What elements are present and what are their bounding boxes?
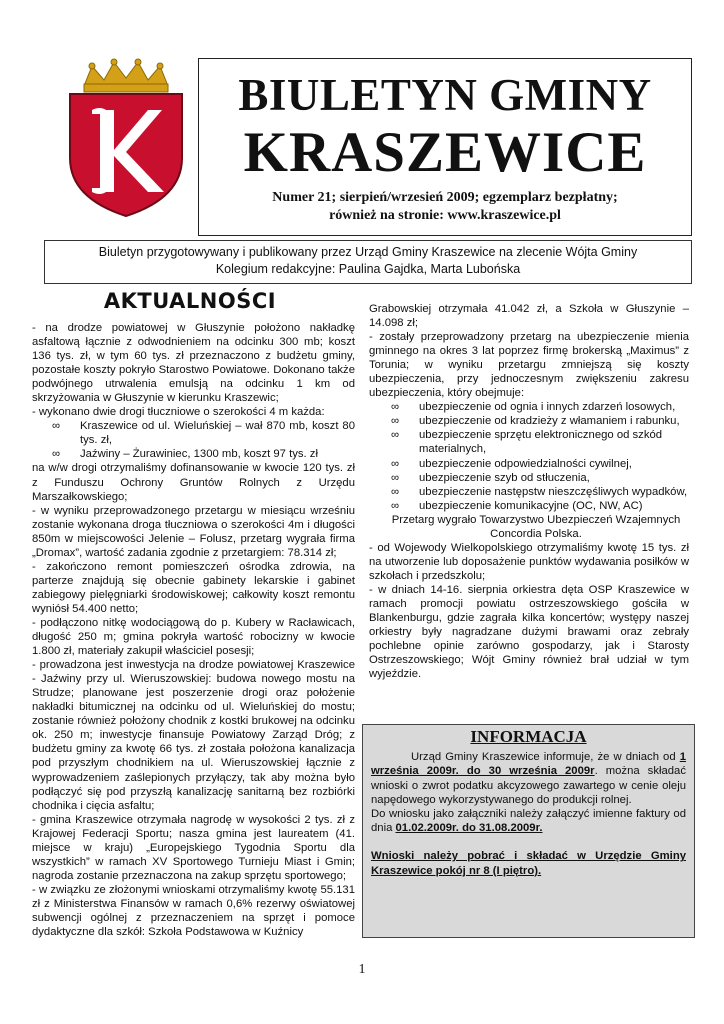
deadline-dates: 1 września 2009r. do 30 września 2009r [371,751,686,778]
list-item: ∞ ubezpieczenie komunikacyjne (OC, NW, AC) [391,499,643,512]
info-note: Wnioski należy pobrać i składać w Urzędzie Gminy Kraszewice pokój nr 8 (I piętro). [371,850,686,877]
bullet-icon: ∞ [391,401,400,414]
news-item: - zostały przeprowadzony przetarg na ubezpieczenie mienia gminnego na okres 3 lat poprzez firmę brokerską „Maximus” z Torunia; w wyniku przetargu zmniejszą się koszty ubezpieczenia, przy jednoczesnym zwiększeniu zakresu ubezpieczenia, który obejmuje: [369,331,689,400]
news-item: na w/w drogi otrzymaliśmy dofinansowanie w kwocie 120 tys. zł z Funduszu Ochrony Gruntów Rolnych z Urzędu Marszałkowskiego; [32,462,355,503]
news-item: Grabowskiej otrzymała 41.042 zł, a Szkoła w Głuszynie – 14.098 zł; [369,303,689,330]
masthead-title-line2: KRASZEWICE [243,121,647,184]
list-item: ∞ Kraszewice od ul. Wieluńskiej – wał 870 mb, koszt 80 tys. zł, [52,420,355,447]
news-item: - prowadzona jest inwestycja na drodze powiatowej Kraszewice - Jaźwiny przy ul. Wieruszowskiej: budowa nowego mostu na Strudze; planowane jest poszerzenie drogi oraz położenie nakładki bitumicznej na odcinku od ul. Wieluńskiej do mostu; zostanie również położony chodnik z kostki brukowej na odcinku ok. 250 m; inwestycje finansuje Powiatowy Zarząd Dróg; z budżetu gminy za kwotę 66 tys. zł została położona kanalizacja pod przyszłym chodnikiem na ul. Wieruszowskiej łącznie z wyprowadzeniem zaślepionych przyłączy, tak aby można było podłączyć się pod przyszłą kanalizację sanitarną bez rozbiórki chodnika i cięcia asfaltu; [32,659,355,812]
info-paragraph: Do wniosku jako załączniki należy załączyć imienne faktury od dnia 01.02.2009r. do 31.08.2009r. [371,808,686,835]
info-paragraph: Urząd Gminy Kraszewice informuje, że w dniach od 1 września 2009r. do 30 września 2009r. można składać wnioski o zwrot podatku akcyzowego zawartego w cenie oleju napędowego wykorzystywanego do produkcji rolnej. [371,751,686,806]
news-item: - podłączono nitkę wodociągową do p. Kubery w Racławicach, długość 250 m; gmina pokryła wartość robocizny w kwocie 1.800 zł, materiały zakupił właściciel posesji; [32,616,355,658]
article-column-left [32,321,355,939]
bullet-icon: ∞ [391,485,400,498]
list-item: ∞ ubezpieczenie odpowiedzialności cywilnej, [391,457,632,470]
masthead [198,58,692,236]
information-box [362,724,695,938]
invoice-dates: 01.02.2009r. do 31.08.2009r. [395,822,543,835]
bullet-icon: ∞ [52,420,61,433]
publisher-info [44,240,692,284]
list-item: ∞ ubezpieczenie od kradzieży z włamaniem i rabunku, [391,415,680,428]
issue-info: Numer 21; sierpień/wrzesień 2009; egzemplarz bezpłatny; [272,190,618,205]
article-column-right [369,302,689,681]
bullet-icon: ∞ [391,499,400,512]
info-heading: INFORMACJA [470,727,587,746]
bullet-icon: ∞ [391,471,400,484]
publisher-line: Biuletyn przygotowywany i publikowany przez Urząd Gminy Kraszewice na zlecenie Wójta Gminy [98,245,638,259]
insurance-list [369,400,689,512]
news-item: - na drodze powiatowej w Głuszynie położono nakładkę asfaltową łącznie z odwodnieniem na odcinku 300 mb; koszt 136 tys. zł, w tym 60 tys. zł przeznaczono z budżetu gminy, pozostałe koszty pokryło Starostwo Powiatowe. Dokonano także podwójnego utrwalenia emulsją na odcinku 1 km od skrzyżowania w Głuszynie w kierunku Kraszewic; [32,322,355,405]
news-item: - wykonano dwie drogi tłuczniowe o szerokości 4 m każda: [32,406,325,419]
news-item: - gmina Kraszewice otrzymała nagrodę w wysokości 2 tys. zł z Krajowej Federacji Sportu; nasza gmina jest laureatem (41. miejsce w kraju) „Europejskiego Tygodnia Sportu dla wszystkich” w ramach XV Sportowego Turnieju Miast i Gmin; nagroda zostanie przeznaczona na zakup sprzętu sportowego; [32,813,355,882]
editorial-board: Kolegium redakcyjne: Paulina Gajdka, Marta Lubońska [215,262,521,276]
list-item: ∞ ubezpieczenie od ognia i innych zdarzeń losowych, [391,401,676,414]
news-item: - w wyniku przeprowadzonego przetargu w miesiącu wrześniu zostanie wykonana droga tłuczniowa o szerokości 4m i długości 850m w miejscowości Jelenie – Folusz, przetarg wygrała firma „Dromax”, wartość zadania zgodnie z przetargiem: 78.314 zł; [32,504,355,559]
bullet-icon: ∞ [391,457,400,470]
page-number: 1 [358,962,366,977]
bullet-icon: ∞ [52,448,61,461]
list-item: ∞ ubezpieczenie szyb od stłuczenia, [391,471,590,484]
news-item: - zakończono remont pomieszczeń ośrodka zdrowia, na parterze znajdują się obecnie gabinety lekarskie i gabinet zabiegowy pielęgniarki środowiskowej; całkowity koszt remontu wyniósł 54.400 netto; [32,560,355,615]
masthead-title-line1: BIULETYN GMINY [238,70,652,120]
bullet-icon: ∞ [391,429,400,442]
bullet-icon: ∞ [391,415,400,428]
news-item: - w dniach 14-16. sierpnia orkiestra dęta OSP Kraszewice w ramach promocji powiatu ostrzeszowskiego gościła w Blankenburgu, gdzie zagrała kilka koncertów; występy naszej orkiestry były nagradzane dużymi brawami oraz zebrały pochlebne opinie zarówno gospodarzy, jak i Starosty Ostrzeszowskiego; Wójt Gminy również brał udział w tym wyjeździe. [369,583,689,681]
list-item: ∞ ubezpieczenie następstw nieszczęśliwych wypadków, [391,485,688,498]
news-item: - od Wojewody Wielkopolskiego otrzymaliśmy kwotę 15 tys. zł na utworzenie lub doposażenie punktów wydawania posiłków w szkołach i przedszkolu; [369,541,689,582]
tender-winner: Przetarg wygrało Towarzystwo Ubezpieczeń Wzajemnych Concordia Polska. [391,513,681,540]
coat-of-arms-icon [62,58,190,218]
list-item: ∞ Jaźwiny – Żurawiniec, 1300 mb, koszt 97 tys. zł [52,448,318,461]
section-heading: AKTUALNOŚCI [103,289,277,313]
news-item: - w związku ze złożonymi wnioskami otrzymaliśmy kwotę 55.131 zł z Ministerstwa Finansów w ramach 0,6% rezerwy oświatowej subwencji ogólnej z przeznaczeniem na sprzęt i pomoce dydaktyczne dla szkół: Szkoła Podstawowa w Kuźnicy [32,883,355,939]
issue-website: również na stronie: www.kraszewice.pl [329,208,561,223]
list-item: ∞ ubezpieczenie sprzętu elektronicznego od szkód materialnych, [391,429,663,456]
